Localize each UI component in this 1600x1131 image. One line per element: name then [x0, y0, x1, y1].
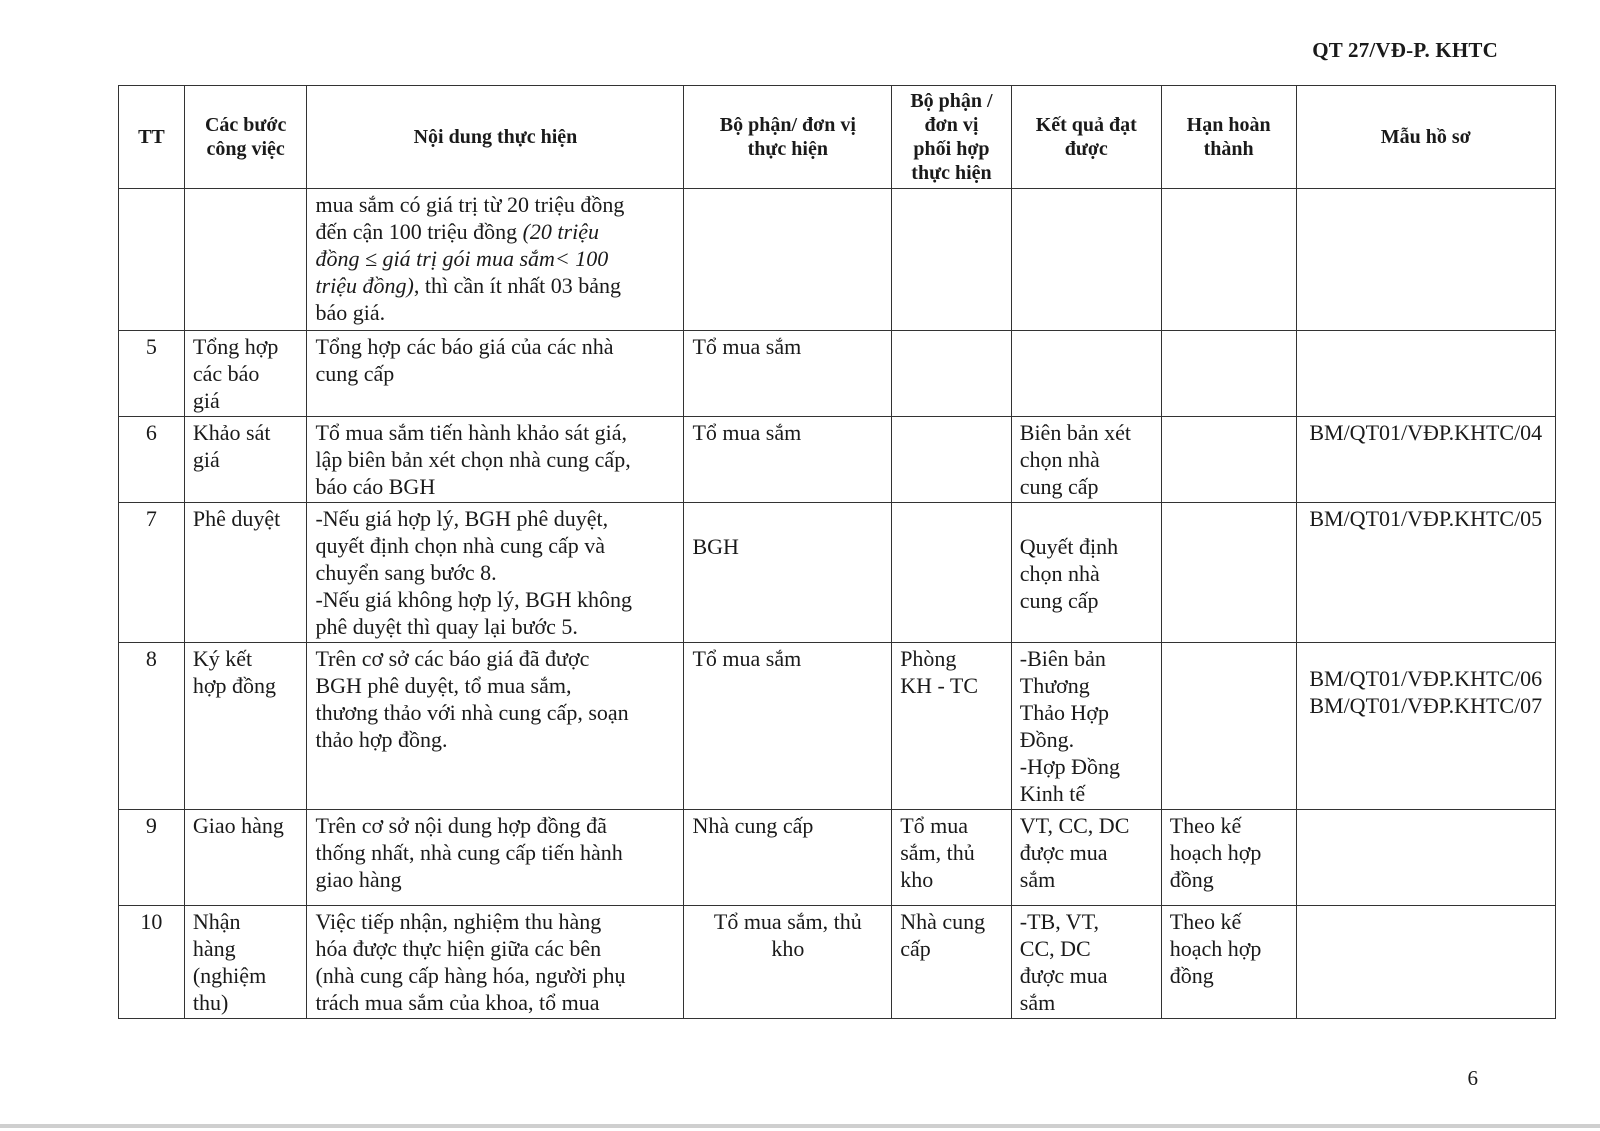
cell-template: [1296, 810, 1555, 906]
cell-dept: [684, 189, 892, 331]
cell-step: Khảo sát giá: [184, 417, 307, 503]
cell-step: Nhận hàng (nghiệm thu): [184, 906, 307, 1019]
cell-content: Tổ mua sắm tiến hành khảo sát giá, lập biên bản xét chọn nhà cung cấp, báo cáo BGH: [307, 417, 684, 503]
cell-dept: Tổ mua sắm: [684, 417, 892, 503]
cell-content: Trên cơ sở các báo giá đã được BGH phê duyệt, tổ mua sắm, thương thảo với nhà cung cấp, soạn thảo hợp đồng.: [307, 643, 684, 810]
cell-result: Quyết định chọn nhà cung cấp: [1011, 503, 1161, 643]
cell-dept: Nhà cung cấp: [684, 810, 892, 906]
header-coop: Bộ phận / đơn vị phối hợp thực hiện: [892, 86, 1012, 189]
page-number: 6: [1467, 1066, 1478, 1090]
cell-content: Việc tiếp nhận, nghiệm thu hàng hóa được thực hiện giữa các bên (nhà cung cấp hàng hóa, người phụ trách mua sắm của khoa, tổ mua: [307, 906, 684, 1019]
header-result: Kết quả đạt được: [1011, 86, 1161, 189]
cell-template: [1296, 906, 1555, 1019]
table-row: [119, 417, 1556, 503]
table-row: [119, 503, 1556, 643]
table-row: [119, 643, 1556, 810]
cell-step: Giao hàng: [184, 810, 307, 906]
header-tt: TT: [119, 86, 185, 189]
cell-coop: Phòng KH - TC: [892, 643, 1012, 810]
cell-content: Trên cơ sở nội dung hợp đồng đã thống nhất, nhà cung cấp tiến hành giao hàng: [307, 810, 684, 906]
cell-coop: Nhà cung cấp: [892, 906, 1012, 1019]
cell-dept: Tổ mua sắm: [684, 331, 892, 417]
document-code: QT 27/VĐ-P. KHTC: [1312, 38, 1498, 62]
cell-result: Biên bản xét chọn nhà cung cấp: [1011, 417, 1161, 503]
header-deadline: Hạn hoàn thành: [1161, 86, 1296, 189]
cell-template: BM/QT01/VĐP.KHTC/04: [1296, 417, 1555, 503]
cell-coop: [892, 417, 1012, 503]
cell-deadline: [1161, 503, 1296, 643]
table-row: [119, 906, 1556, 1019]
cell-content: mua sắm có giá trị từ 20 triệu đồng đến cận 100 triệu đồng (20 triệu đồng ≤ giá trị gói mua sắm< 100 triệu đồng), thì cần ít nhất 03 bảng báo giá.: [307, 189, 684, 331]
cell-result: -TB, VT, CC, DC được mua sắm: [1011, 906, 1161, 1019]
cell-deadline: [1161, 331, 1296, 417]
cell-step: Ký kết hợp đồng: [184, 643, 307, 810]
cell-tt: 10: [119, 906, 185, 1019]
cell-deadline: [1161, 643, 1296, 810]
cell-template: [1296, 331, 1555, 417]
cell-tt: 6: [119, 417, 185, 503]
cell-deadline: [1161, 417, 1296, 503]
header-steps: Các bước công việc: [184, 86, 307, 189]
cell-template: BM/QT01/VĐP.KHTC/06 BM/QT01/VĐP.KHTC/07: [1296, 643, 1555, 810]
cell-deadline: Theo kế hoạch hợp đồng: [1161, 906, 1296, 1019]
cell-coop: [892, 503, 1012, 643]
cell-dept: BGH: [684, 503, 892, 643]
cell-result: -Biên bản Thương Thảo Hợp Đồng. -Hợp Đồng Kinh tế: [1011, 643, 1161, 810]
cell-content: -Nếu giá hợp lý, BGH phê duyệt, quyết định chọn nhà cung cấp và chuyển sang bước 8. -Nếu giá không hợp lý, BGH không phê duyệt thì quay lại bước 5.: [307, 503, 684, 643]
cell-deadline: Theo kế hoạch hợp đồng: [1161, 810, 1296, 906]
cell-deadline: [1161, 189, 1296, 331]
cell-content: Tổng hợp các báo giá của các nhà cung cấp: [307, 331, 684, 417]
header-content: Nội dung thực hiện: [307, 86, 684, 189]
table-row: [119, 189, 1556, 331]
cell-result: [1011, 189, 1161, 331]
cell-step: Phê duyệt: [184, 503, 307, 643]
table-row: [119, 331, 1556, 417]
cell-step: Tổng hợp các báo giá: [184, 331, 307, 417]
cell-tt: 5: [119, 331, 185, 417]
cell-coop: [892, 189, 1012, 331]
cell-tt: 7: [119, 503, 185, 643]
header-template: Mẫu hồ sơ: [1296, 86, 1555, 189]
cell-result: VT, CC, DC được mua sắm: [1011, 810, 1161, 906]
page-bottom-rule: [0, 1124, 1600, 1128]
cell-template: BM/QT01/VĐP.KHTC/05: [1296, 503, 1555, 643]
cell-coop: [892, 331, 1012, 417]
procedure-table: [118, 85, 1556, 1019]
cell-coop: Tổ mua sắm, thủ kho: [892, 810, 1012, 906]
cell-result: [1011, 331, 1161, 417]
cell-tt: [119, 189, 185, 331]
cell-tt: 8: [119, 643, 185, 810]
cell-template: [1296, 189, 1555, 331]
cell-dept: Tổ mua sắm, thủ kho: [684, 906, 892, 1019]
header-dept: Bộ phận/ đơn vị thực hiện: [684, 86, 892, 189]
table-row: [119, 810, 1556, 906]
cell-tt: 9: [119, 810, 185, 906]
table-header-row: [119, 86, 1556, 189]
cell-dept: Tổ mua sắm: [684, 643, 892, 810]
cell-step: [184, 189, 307, 331]
